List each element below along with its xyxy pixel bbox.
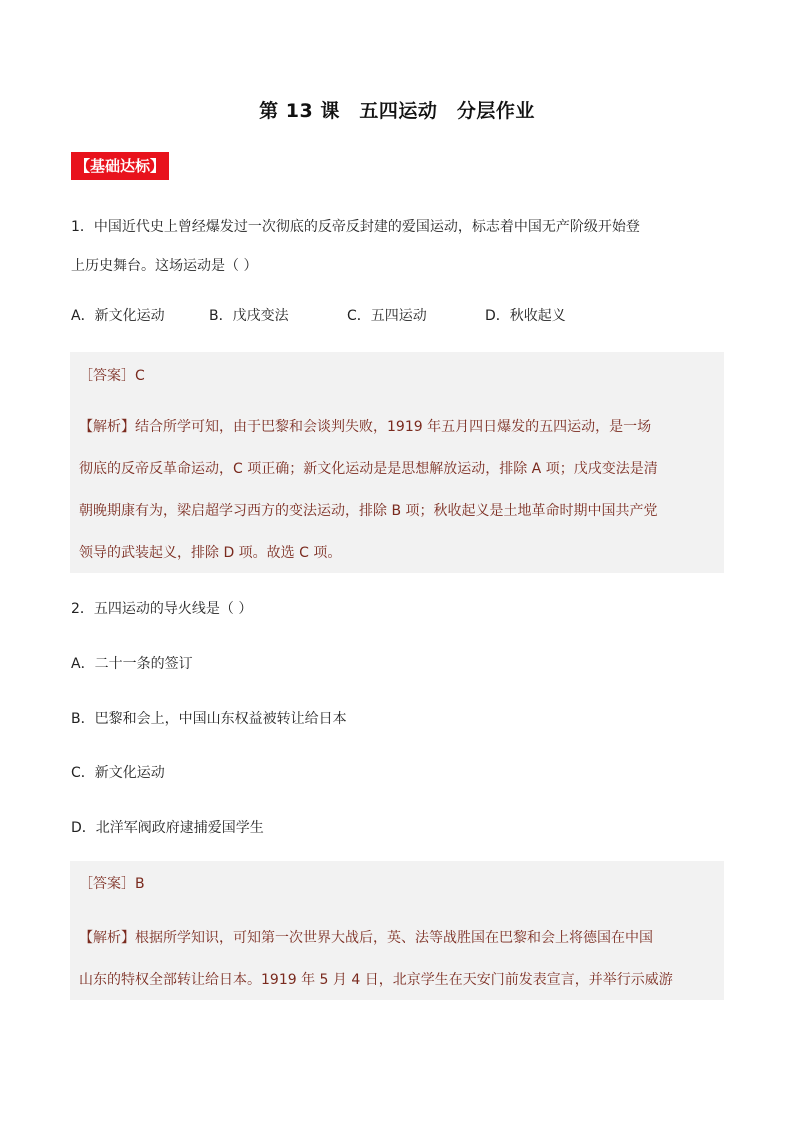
question-1-answer: ［答案］C <box>79 368 145 384</box>
question-2-analysis-line-1: 【解析】根据所学知识，可知第一次世界大战后，英、法等战胜国在巴黎和会上将德国在中国 <box>79 930 653 946</box>
question-1-analysis-line-1: 【解析】结合所学可知，由于巴黎和会谈判失败，1919 年五月四日爆发的五四运动，是一场 <box>79 419 652 435</box>
question-2-answer-box <box>70 861 724 1000</box>
question-2-analysis-line-2: 山东的特权全部转让给日本。1919 年 5 月 4 日，北京学生在天安门前发表宣言，并举行示威游 <box>79 972 673 988</box>
question-1-analysis-line-2: 彻底的反帝反革命运动，C 项正确；新文化运动是是思想解放运动，排除 A 项；戊戌变法是清 <box>79 461 658 477</box>
question-1-analysis-line-4: 领导的武装起义，排除 D 项。故选 C 项。 <box>79 545 342 561</box>
question-1-stem-line-1: 1．中国近代史上曾经爆发过一次彻底的反帝反封建的爱国运动，标志着中国无产阶级开始登 <box>71 219 640 235</box>
question-1-analysis <box>79 406 719 574</box>
question-1-option-d: D．秋收起义 <box>485 308 566 324</box>
question-2-option-d: D．北洋军阀政府逮捕爱国学生 <box>71 820 264 836</box>
question-1-stem <box>71 208 721 286</box>
question-1-option-b: B．戊戌变法 <box>209 308 289 324</box>
question-1-options <box>71 305 566 325</box>
question-2-option-b: B．巴黎和会上，中国山东权益被转让给日本 <box>71 711 347 727</box>
question-1-option-c: C．五四运动 <box>347 308 427 324</box>
page-title: 第 13 课 五四运动 分层作业 <box>259 100 535 122</box>
section-tag-basic: 【基础达标】 <box>71 152 169 180</box>
question-2-answer: ［答案］B <box>79 876 145 892</box>
question-2-option-c: C．新文化运动 <box>71 765 165 781</box>
question-2-option-a: A．二十一条的签订 <box>71 656 193 672</box>
question-2-analysis <box>79 917 719 1001</box>
question-1-option-a: A．新文化运动 <box>71 308 165 324</box>
question-1-analysis-line-3: 朝晚期康有为，梁启超学习西方的变法运动，排除 B 项；秋收起义是土地革命时期中国共产党 <box>79 503 658 519</box>
question-1-stem-line-2: 上历史舞台。这场运动是（ ） <box>71 258 258 274</box>
question-1-answer-box <box>70 352 724 573</box>
question-2-stem: 2．五四运动的导火线是（ ） <box>71 601 253 617</box>
